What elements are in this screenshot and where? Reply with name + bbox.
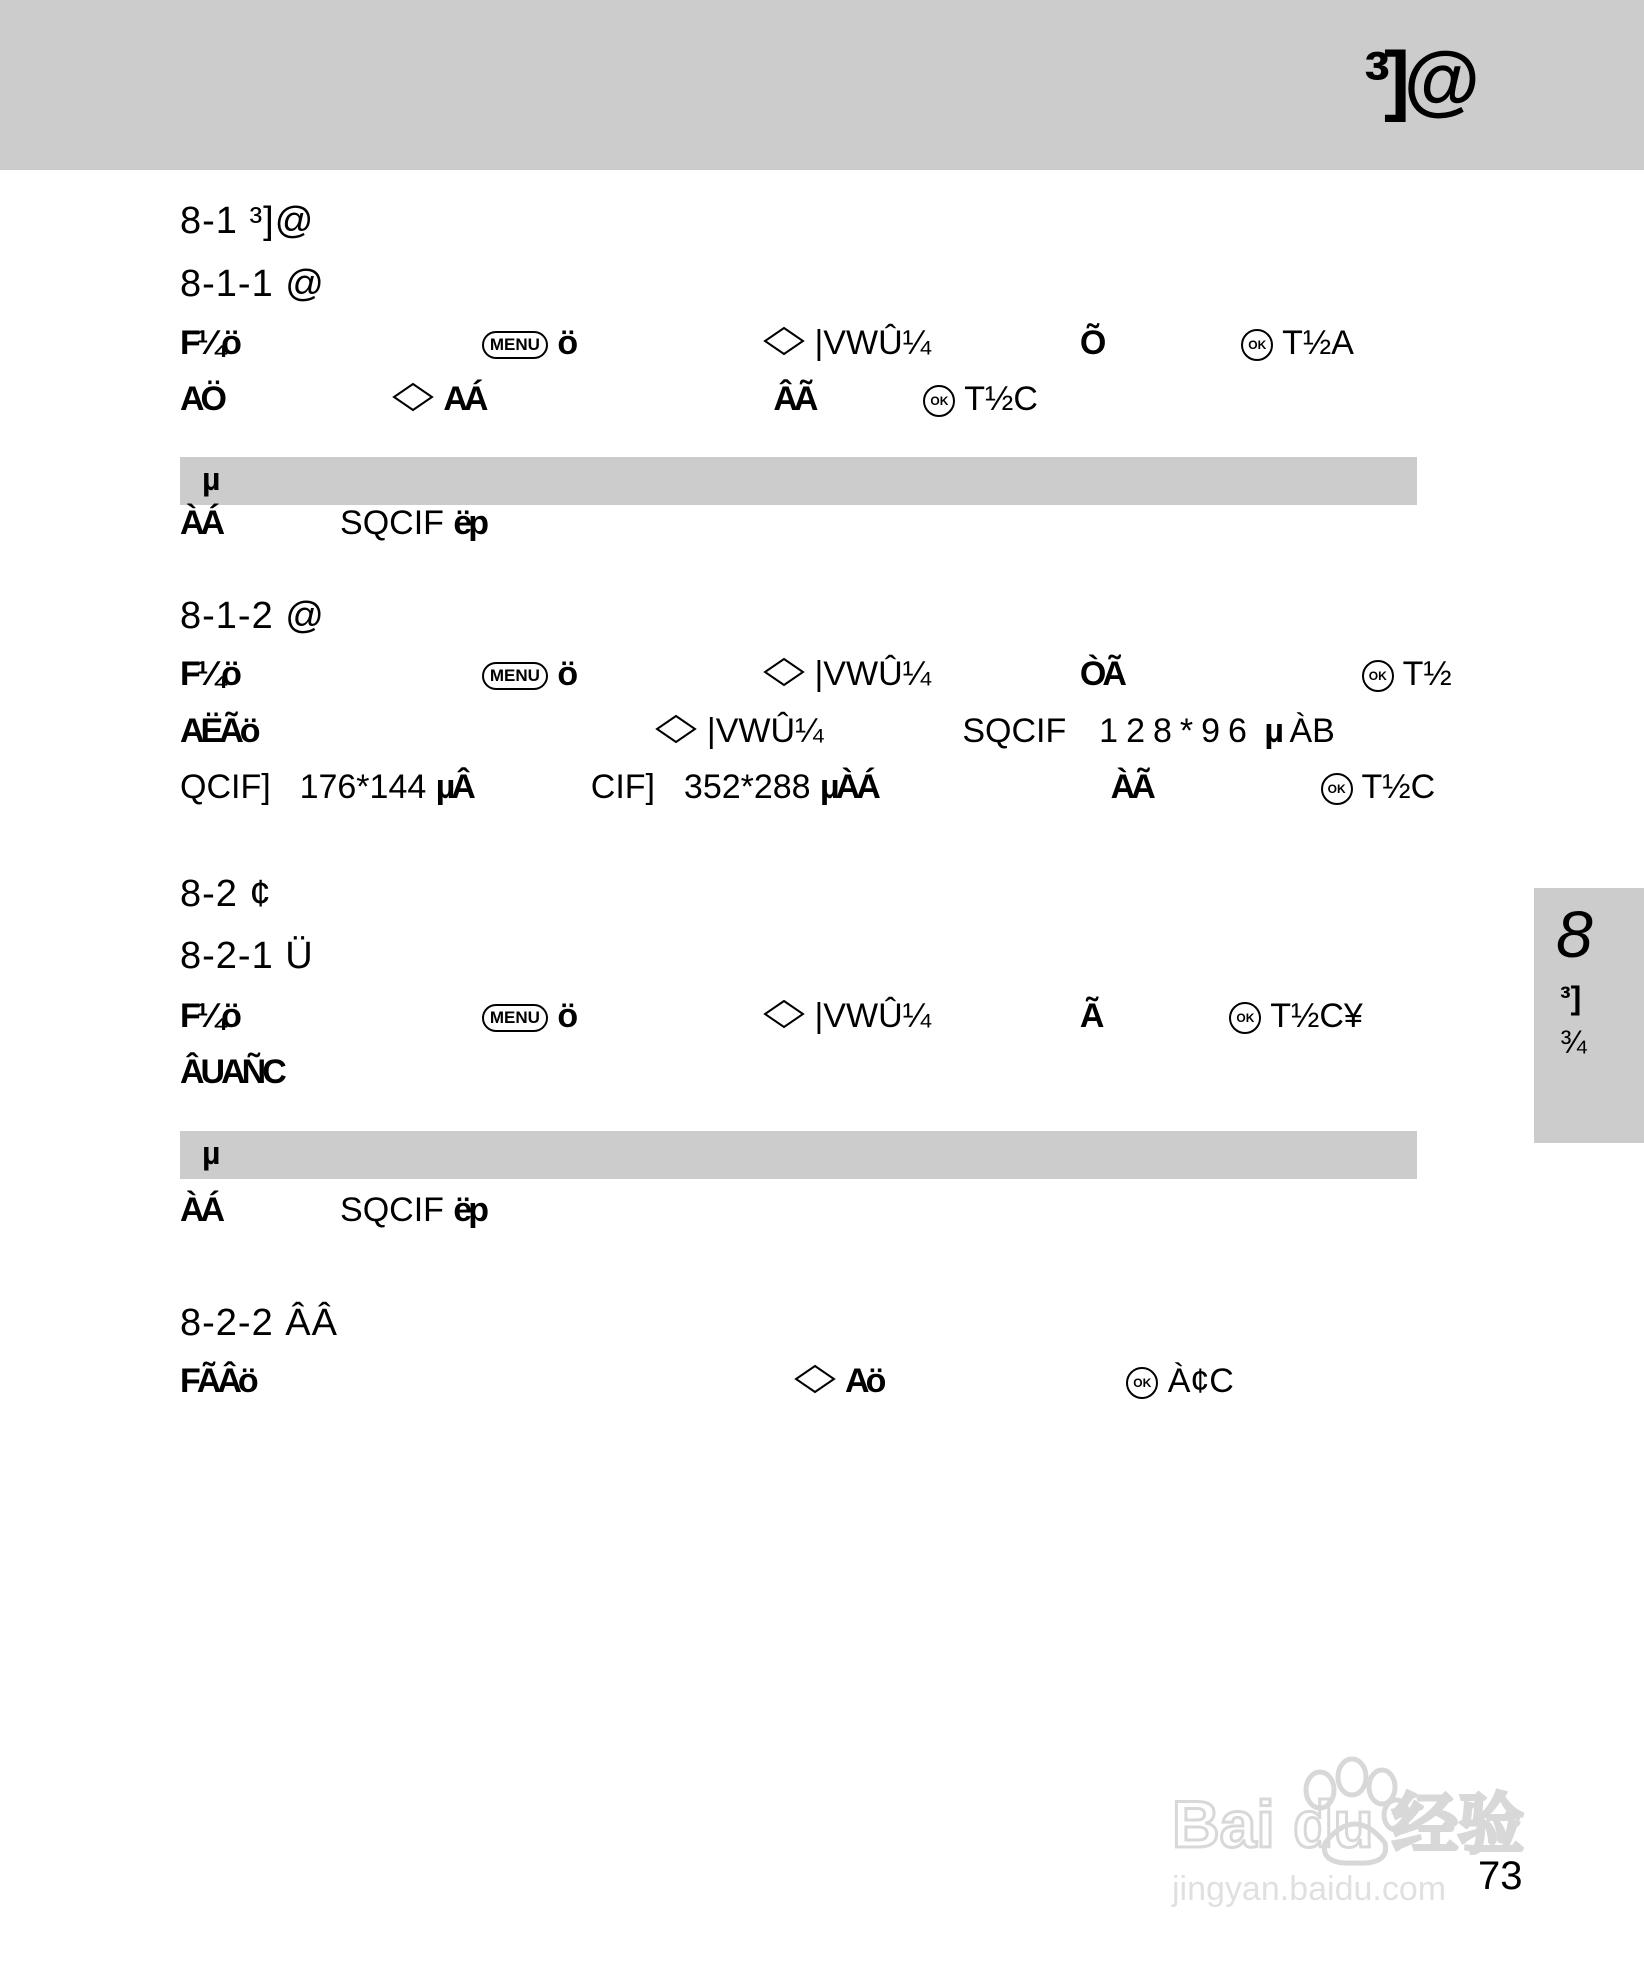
para-8-1-2-line1: F¼ö MENU ö |VWÛ¼ ÒÃ OK T½ <box>180 655 1452 696</box>
para-8-2-2-line1: FÃÂö Aö OK À¢C <box>180 1362 1234 1403</box>
nav-key-icon <box>763 326 805 365</box>
heading-8-1-1: 8-1-1 @ <box>180 263 325 305</box>
para-8-2-1-line1: F¼ö MENU ö |VWÛ¼ Ã OK T½C¥ <box>180 997 1363 1038</box>
heading-8-1: 8-1 ³]@ <box>180 200 315 242</box>
menu-key-icon: MENU <box>482 1004 548 1032</box>
chapter-number: 8 <box>1556 897 1593 971</box>
heading-8-1-2: 8-1-2 @ <box>180 595 325 637</box>
ok-key-icon: OK <box>1229 1002 1261 1034</box>
note-title: µ <box>202 1135 221 1171</box>
note-2-text: ÀÁ SQCIF ëp <box>180 1191 486 1229</box>
nav-key-icon <box>763 999 805 1038</box>
ok-key-icon: OK <box>1126 1367 1158 1399</box>
header-band <box>0 0 1644 170</box>
chapter-side-tab <box>1534 888 1644 1143</box>
heading-8-2: 8-2 ¢ <box>180 873 272 915</box>
note-1-text: ÀÁ SQCIF ëp <box>180 504 486 542</box>
ok-key-icon: OK <box>923 385 955 417</box>
ok-key-icon: OK <box>1362 660 1394 692</box>
chapter-title: ³]@ <box>1363 35 1474 123</box>
note-bar-1 <box>180 457 1417 505</box>
chapter-tab-label-2: ¾ <box>1560 1024 1587 1060</box>
nav-key-icon <box>392 382 434 421</box>
note-bar-2 <box>180 1131 1417 1179</box>
para-8-1-1-line2: AÖ AÁ ÂÃ OK T½C <box>180 380 1038 421</box>
heading-8-2-1: 8-2-1 Ü <box>180 935 314 977</box>
menu-key-icon: MENU <box>482 331 548 359</box>
para-8-2-1-line2: ÂUAÑC <box>180 1053 283 1091</box>
menu-key-icon: MENU <box>482 662 548 690</box>
para-8-1-2-line3: QCIF] 176*144 µÂ CIF] 352*288 µÀÁ ÀÃ OK T½C <box>180 768 1436 806</box>
watermark-brand: Bai du 经验 <box>1172 1787 1525 1861</box>
chapter-tab-label-1: ³] <box>1560 980 1582 1016</box>
ok-key-icon: OK <box>1241 329 1273 361</box>
nav-key-icon <box>763 657 805 696</box>
page-number: 73 <box>1478 1854 1523 1898</box>
heading-8-2-2: 8-2-2 ÂÂ <box>180 1302 338 1344</box>
nav-key-icon <box>655 714 697 753</box>
nav-key-icon <box>794 1364 836 1403</box>
ok-key-icon: OK <box>1321 773 1353 805</box>
para-8-1-2-line2: AËÃö |VWÛ¼ SQCIF 128*96 µ ÀB <box>180 712 1335 753</box>
watermark-url: jingyan.baidu.com <box>1172 1870 1447 1908</box>
para-8-1-1-line1: F¼ö MENU ö |VWÛ¼ Õ OK T½A <box>180 324 1354 365</box>
note-title: µ <box>202 461 221 497</box>
